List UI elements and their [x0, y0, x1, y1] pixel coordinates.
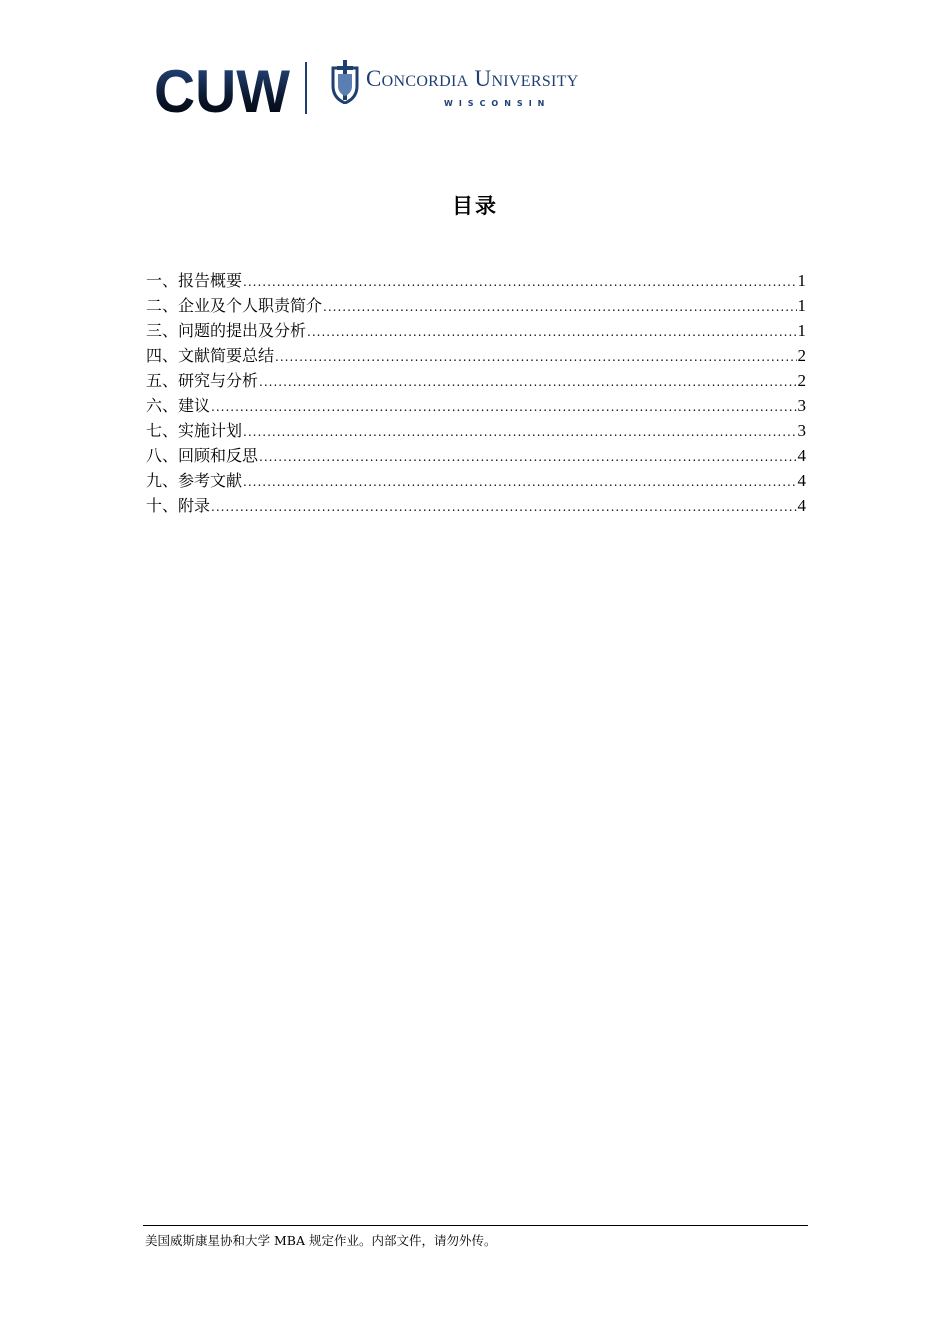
toc-entry[interactable]	[146, 318, 806, 343]
toc-entry-label: 九、参考文献	[146, 471, 243, 490]
footer-divider	[143, 1225, 808, 1226]
toc-entry-page: 1	[797, 296, 806, 315]
toc-leader-dots	[211, 395, 796, 420]
toc-list	[146, 268, 806, 518]
toc-entry-label: 三、问题的提出及分析	[146, 321, 307, 340]
toc-entry-page: 3	[797, 396, 806, 415]
toc-entry-label: 一、报告概要	[146, 271, 243, 290]
toc-leader-dots	[243, 270, 796, 295]
footer-note: 美国威斯康星协和大学 MBA 规定作业。内部文件，请勿外传。	[145, 1233, 497, 1248]
toc-leader-dots	[259, 370, 796, 395]
logo-divider	[305, 62, 307, 114]
toc-entry-page: 3	[797, 421, 806, 440]
toc-entry-page: 2	[797, 346, 806, 365]
toc-entry[interactable]	[146, 293, 806, 318]
toc-leader-dots	[259, 445, 796, 470]
concordia-seal-icon	[330, 60, 360, 104]
toc-entry-label: 十、附录	[146, 496, 211, 515]
toc-entry-label: 七、实施计划	[146, 421, 243, 440]
toc-entry[interactable]	[146, 418, 806, 443]
toc-leader-dots	[243, 420, 796, 445]
toc-entry[interactable]	[146, 393, 806, 418]
cuw-logo	[154, 62, 292, 116]
toc-leader-dots	[307, 320, 796, 345]
toc-leader-dots	[211, 495, 796, 520]
toc-entry-page: 4	[797, 496, 806, 515]
toc-leader-dots	[275, 345, 796, 370]
toc-entry[interactable]	[146, 468, 806, 493]
toc-entry-page: 4	[797, 471, 806, 490]
toc-leader-dots	[323, 295, 796, 320]
toc-entry-page: 2	[797, 371, 806, 390]
toc-entry-label: 四、文献简要总结	[146, 346, 275, 365]
toc-entry-label: 八、回顾和反思	[146, 446, 259, 465]
toc-entry[interactable]	[146, 368, 806, 393]
toc-entry-page: 4	[797, 446, 806, 465]
toc-leader-dots	[243, 470, 796, 495]
header-logo	[154, 58, 634, 118]
toc-entry-label: 五、研究与分析	[146, 371, 259, 390]
toc-entry-page: 1	[797, 321, 806, 340]
toc-entry-label: 六、建议	[146, 396, 211, 415]
toc-entry-label: 二、企业及个人职责简介	[146, 296, 323, 315]
toc-entry[interactable]	[146, 343, 806, 368]
toc-title: 目录	[452, 194, 498, 218]
cuw-logo-text: CUW	[154, 62, 291, 116]
toc-entry[interactable]	[146, 443, 806, 468]
university-subtitle: WISCONSIN	[444, 99, 551, 108]
university-name: Concordia University	[366, 66, 579, 91]
toc-entry[interactable]	[146, 268, 806, 293]
toc-entry[interactable]	[146, 493, 806, 518]
toc-entry-page: 1	[797, 271, 806, 290]
